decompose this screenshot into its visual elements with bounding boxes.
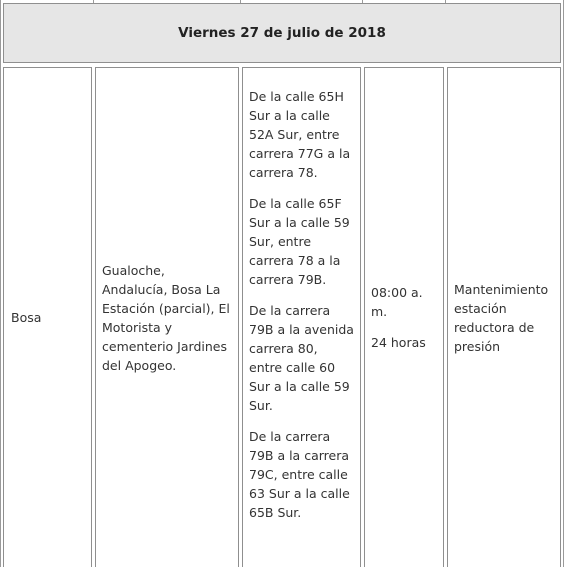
date-header-text: Viernes 27 de julio de 2018 bbox=[178, 25, 386, 41]
duracion-text: 24 horas bbox=[371, 335, 426, 350]
horario-block bbox=[371, 283, 437, 352]
cell-motivo bbox=[447, 67, 561, 567]
cell-sectores bbox=[242, 67, 361, 567]
cell-horario bbox=[364, 67, 444, 567]
sector-item: De la calle 65H Sur a la calle 52A Sur, entre carrera 77G a la carrera 78. bbox=[249, 89, 351, 180]
cell-localidad bbox=[3, 67, 92, 567]
sector-item: De la carrera 79B a la carrera 79C, entre calle 63 Sur a la calle 65B Sur. bbox=[249, 429, 350, 520]
cell-barrios bbox=[95, 67, 239, 567]
hora-text: 08:00 a. m. bbox=[371, 285, 423, 319]
sector-item: De la calle 65F Sur a la calle 59 Sur, entre carrera 78 a la carrera 79B. bbox=[249, 196, 350, 287]
sector-item: De la carrera 79B a la avenida carrera 80, entre calle 60 Sur a la calle 59 Sur. bbox=[249, 303, 354, 413]
localidad-text: Bosa bbox=[11, 310, 42, 325]
barrios-text: Gualoche, Andalucía, Bosa La Estación (parcial), El Motorista y cementerio Jardines del Apogeo. bbox=[102, 262, 230, 373]
date-header bbox=[3, 3, 561, 63]
motivo-text: Mantenimiento estación reductora de presión bbox=[454, 281, 549, 354]
